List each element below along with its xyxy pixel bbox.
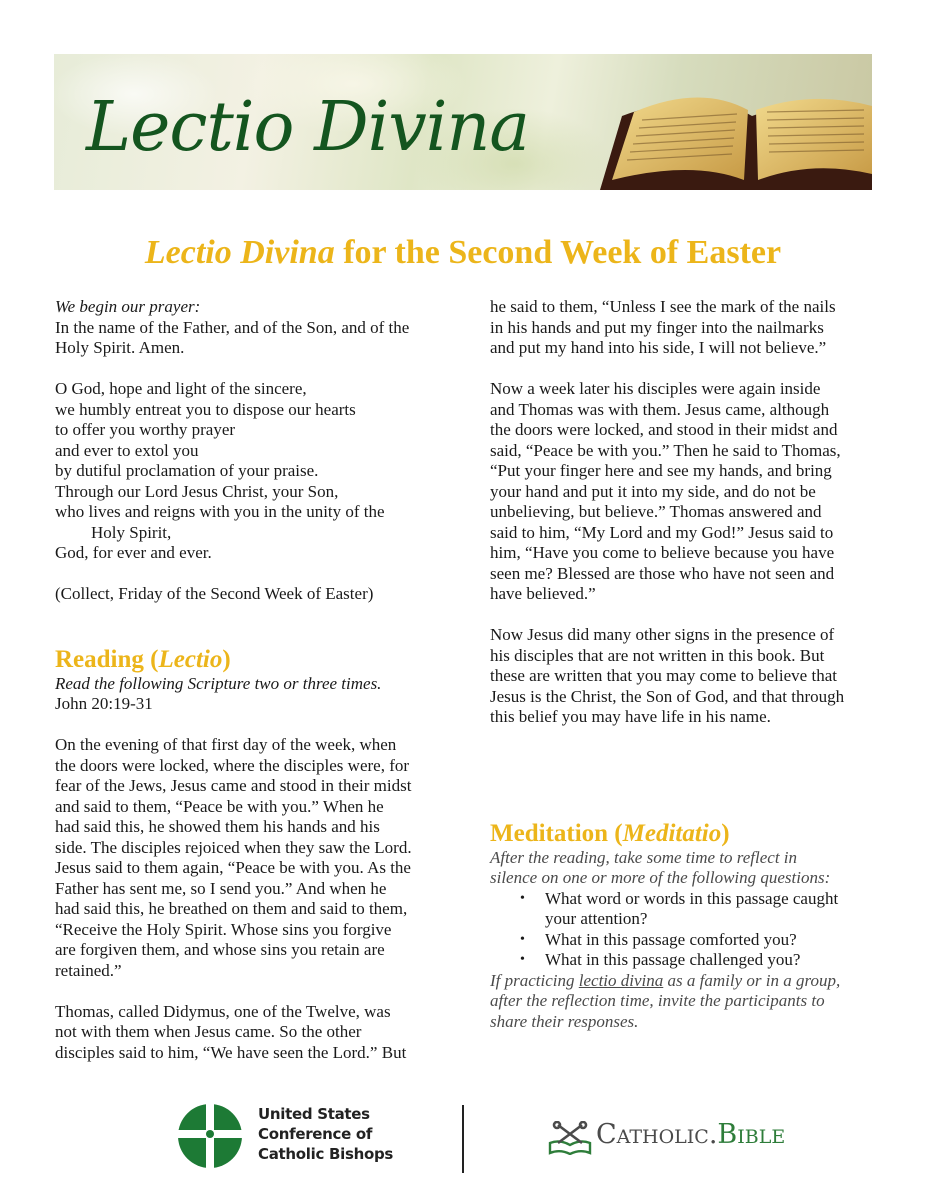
usccb-name: United States Conference of Catholic Bishops [258,1105,394,1163]
prayer-line: we humbly entreat you to dispose our hearts [55,399,356,419]
scripture-line: in his hands and put my finger into the nailmarks [490,317,824,337]
scripture-line: seen me? Blessed are those who have not seen and [490,563,835,583]
scripture-line: the doors were locked, and stood in their midst and [490,420,838,439]
page-title [0,234,926,272]
scripture-line: had said this, he showed them his hands and his [55,817,380,836]
reading-citation: John 20:19-31 [55,694,153,713]
prayer-intro: We begin our prayer: [55,297,201,316]
scripture-line: Jesus is the Christ, the Son of God, and that through [490,686,845,706]
footer-divider [462,1105,464,1173]
open-bible-icon [582,76,872,190]
prayer-line: and ever to extol you [55,440,199,460]
scripture-line: his disciples that are not written in this book. But [490,645,825,665]
sign-of-cross-line: In the name of the Father, and of the Son, and of the [55,317,410,337]
group-note: If practicing lectio divina as a family or in a group, [490,970,841,990]
scripture-line: fear of the Jews, Jesus came and stood in their midst [55,776,412,795]
meditation-heading: Meditation (Meditatio) [490,819,730,847]
group-note-line: share their responses. [490,1011,639,1031]
question-item: • What in this passage challenged you? [520,950,890,971]
scripture-line: and put my hand into his side, I will not believe.” [490,338,827,357]
scripture-line: and said to them, “Peace be with you.” When he [55,796,384,816]
left-column [55,297,455,1063]
scripture-line: Father has sent me, so I send you.” And when he [55,878,387,898]
meditation-instruction: silence on one or more of the following questions: [490,868,831,887]
scripture-line: Thomas, called Didymus, one of the Twelve, was [55,1001,391,1021]
scripture-line: had said this, he breathed on them and said to them, [55,899,408,918]
scripture-line: him, “Have you come to believe because you have [490,543,835,562]
scripture-line: he said to them, “Unless I see the mark of the nails [490,297,836,316]
scripture-line: said to him, “My Lord and my God!” Jesus said to [490,522,834,542]
group-note-line: after the reflection time, invite the participants to [490,991,825,1010]
banner-title: Lectio Divina [86,88,529,167]
reading-heading: Reading (Lectio) [55,645,231,673]
scripture-line: the doors were locked, where the disciples were, for [55,755,410,775]
prayer-source: (Collect, Friday of the Second Week of Easter) [55,584,374,603]
meditation-instruction: After the reading, take some time to reflect in [490,847,798,867]
catholic-bible-wordmark: Catholic.Bible [596,1119,786,1150]
question-item: • What in this passage comforted you? [520,930,890,951]
prayer-end: God, for ever and ever. [55,543,212,562]
scripture-line: your hand and put it into my side, and do not be [490,481,816,501]
scripture-line: Jesus said to them again, “Peace be with you. As the [55,858,411,877]
scripture-line: “Put your finger here and see my hands, and bring [490,461,832,480]
header-banner [54,54,872,190]
keys-book-icon [548,1121,592,1155]
scripture-line: On the evening of that first day of the week, when [55,735,397,754]
scripture-line: side. The disciples rejoiced when they saw the Lord. [55,837,412,857]
scripture-line: and Thomas was with them. Jesus came, although [490,399,830,419]
usccb-cross-logo-icon [178,1104,242,1168]
question-item: • What word or words in this passage caught your attention? [520,889,890,930]
prayer-line: who lives and reigns with you in the unity of the [55,502,385,521]
prayer-line: O God, hope and light of the sincere, [55,379,307,398]
sign-of-cross-line: Holy Spirit. Amen. [55,338,185,357]
lectio-divina-link[interactable]: lectio divina [578,970,664,990]
page-title-italic: Lectio Divina [144,234,335,271]
scripture-line: Now a week later his disciples were again inside [490,379,821,398]
scripture-line: these are written that you may come to believe that [490,666,837,685]
prayer-line: by dutiful proclamation of your praise. [55,461,319,480]
scripture-line: retained.” [55,960,122,980]
scripture-line: Now Jesus did many other signs in the presence of [490,625,835,644]
scripture-line: are forgiven them, and whose sins you retain are [55,940,385,959]
scripture-line: said, “Peace be with you.” Then he said to Thomas, [490,440,841,460]
scripture-line: disciples said to him, “We have seen the Lord.” But [55,1042,407,1062]
scripture-line: have believed.” [490,584,596,603]
prayer-line: Through our Lord Jesus Christ, your Son, [55,481,339,501]
reading-instruction: Read the following Scripture two or three times. [55,673,382,693]
right-column [490,297,890,1032]
scripture-line: unbelieving, but believe.” Thomas answered and [490,502,822,521]
prayer-line-indented: Holy Spirit, [91,522,172,542]
page-title-rest: for the Second Week of Easter [334,234,782,271]
prayer-line: to offer you worthy prayer [55,420,236,439]
scripture-line: this belief you may have life in his name. [490,707,771,726]
scripture-line: “Receive the Holy Spirit. Whose sins you forgive [55,919,392,939]
scripture-line: not with them when Jesus came. So the other [55,1022,362,1041]
question-list [490,889,890,971]
